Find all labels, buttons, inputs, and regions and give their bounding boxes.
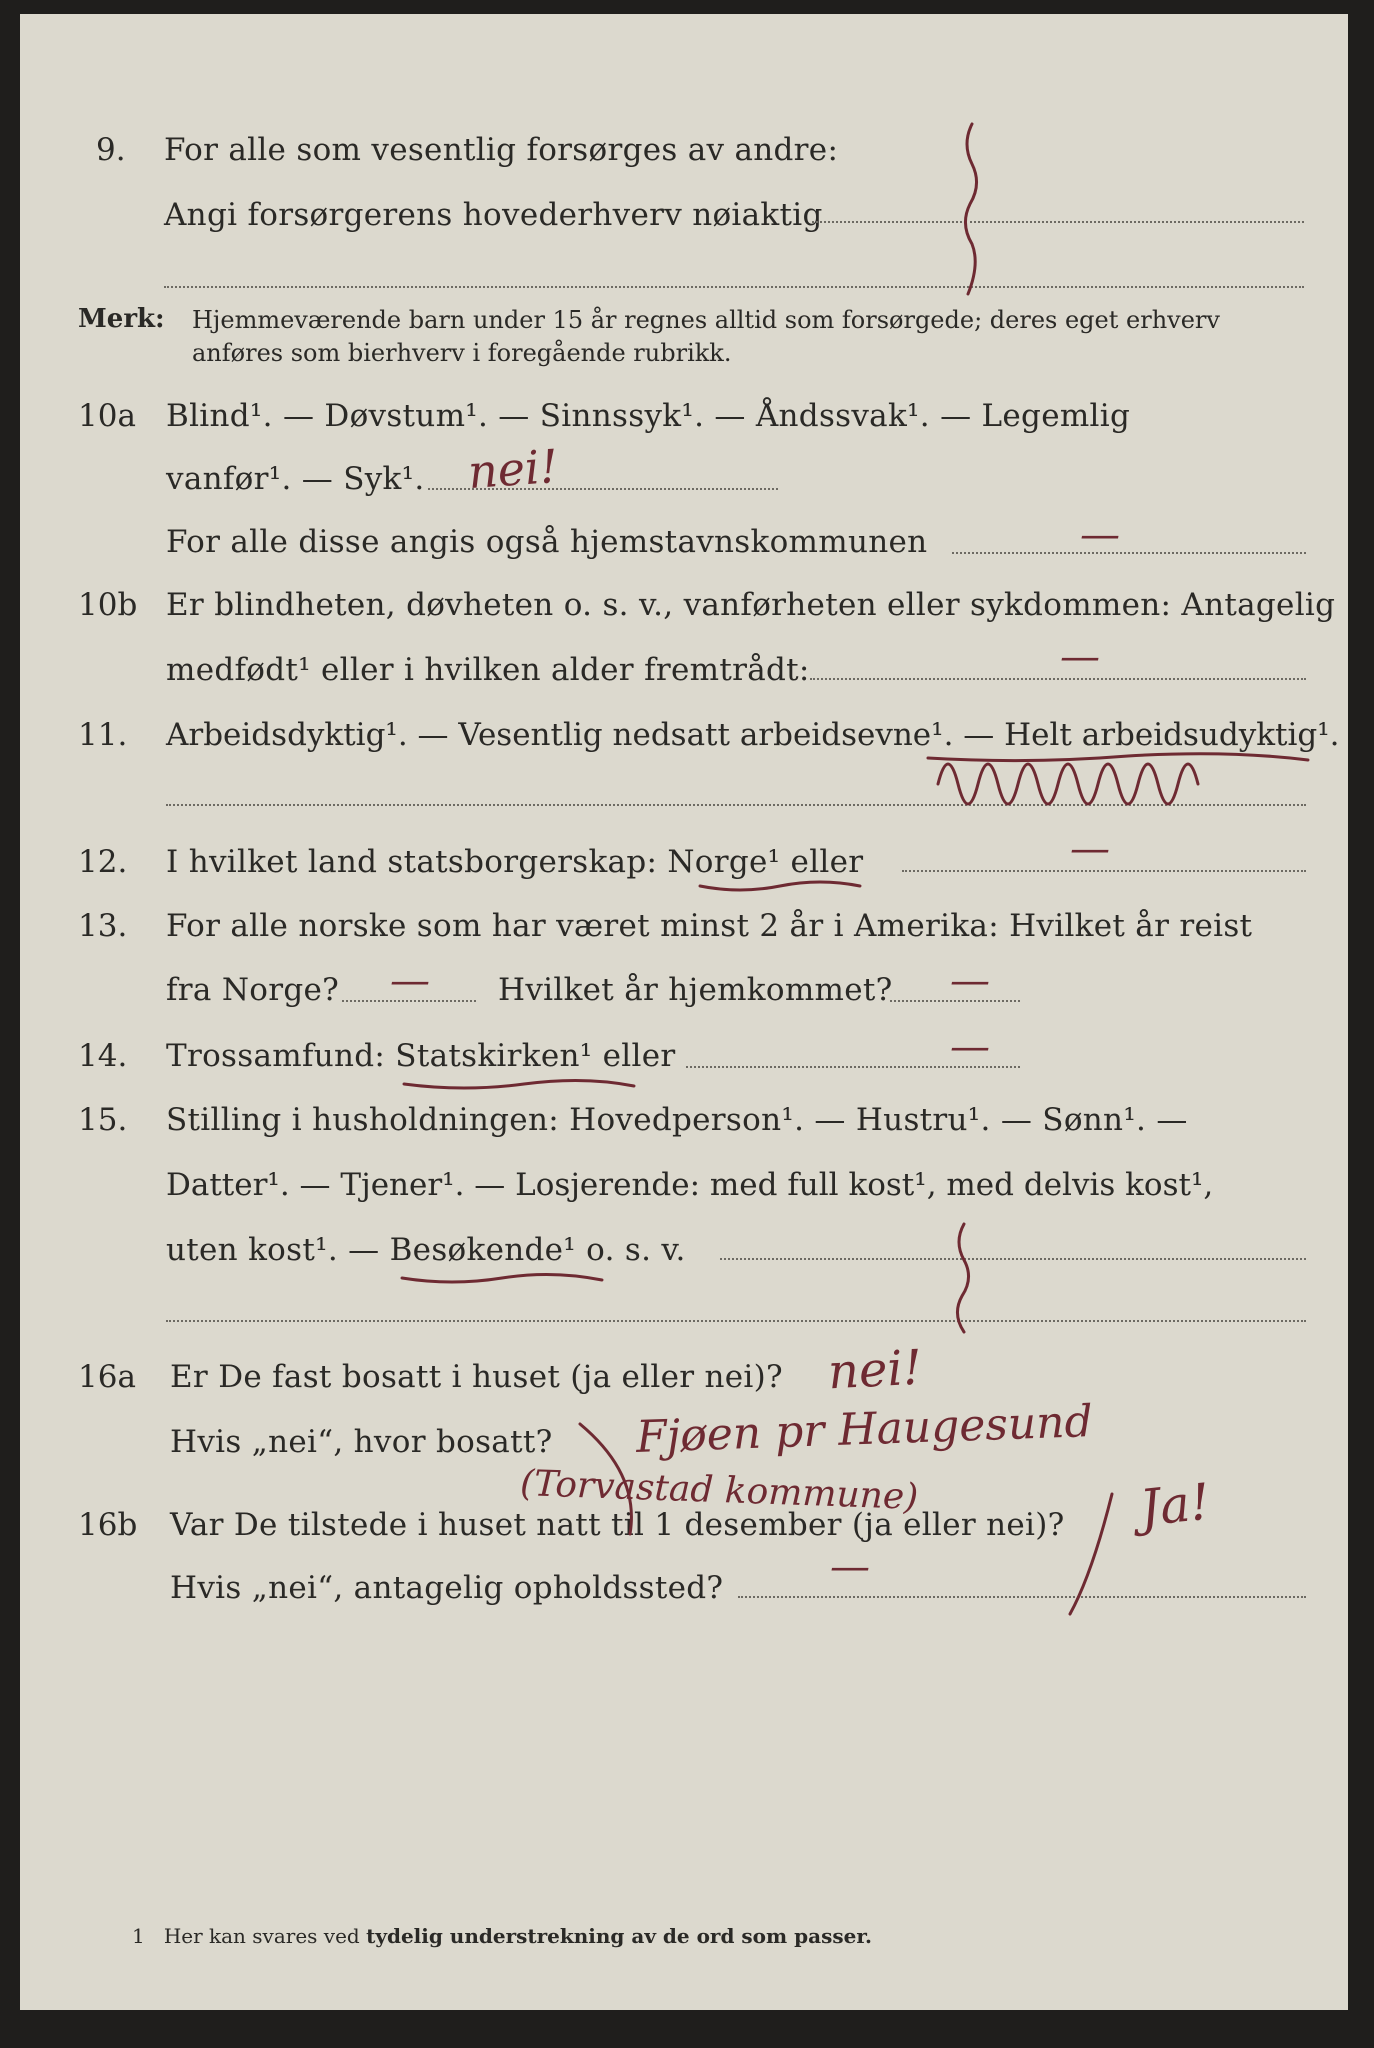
q10b-line1: Er blindheten, døvheten o. s. v., vanførheten eller sykdommen: Antagelig [166, 587, 1336, 623]
handwriting-16a-place: Fjøen pr Haugesund [635, 1396, 1094, 1463]
ink-strokes [20, 14, 1348, 2010]
merk-line2: anføres som bierhverv i foregående rubrikk. [192, 339, 732, 367]
q9-line1: For alle som vesentlig forsørges av andre: [164, 132, 839, 168]
long-stroke-16b [1070, 1494, 1112, 1614]
q16b-line1: Var De tilstede i huset natt til 1 desember (ja eller nei)? [170, 1507, 1065, 1543]
scribble-udyktig [938, 764, 1198, 804]
q16a-number: 16a [78, 1359, 136, 1395]
underline-besokende [402, 1274, 602, 1282]
handwriting-14-dash: — [950, 1024, 990, 1070]
q16a-line1: Er De fast bosatt i huset (ja eller nei)? [170, 1359, 783, 1395]
q10a-line1: Blind¹. — Døvstum¹. — Sinnssyk¹. — Åndssvak¹. — Legemlig [166, 398, 1131, 434]
footnote-text-b: tydelig understrekning av de ord som passer. [366, 1924, 872, 1948]
q14-line1: Trossamfund: Statskirken¹ eller [166, 1038, 676, 1074]
q15-line1: Stilling i husholdningen: Hovedperson¹. — Hustru¹. — Sønn¹. — [166, 1102, 1188, 1138]
q11-line1: Arbeidsdyktig¹. — Vesentlig nedsatt arbeidsevne¹. — Helt arbeidsudyktig¹. [166, 717, 1340, 753]
footnote-mark: 1 [132, 1924, 145, 1948]
q14-number: 14. [78, 1038, 128, 1074]
footnote-text-a: Her kan svares ved [163, 1924, 360, 1948]
q11-number: 11. [78, 717, 128, 753]
brace-q15 [957, 1224, 968, 1332]
q12-line1: I hvilket land statsborgerskap: Norge¹ eller [166, 844, 864, 880]
handwriting-13-hjem-dash: — [950, 958, 990, 1004]
census-form-page [20, 14, 1348, 2010]
handwriting-13-reist-dash: — [390, 958, 430, 1004]
q16b-line2: Hvis „nei“, antagelig opholdssted? [170, 1570, 724, 1606]
handwriting-12-dash: — [1070, 826, 1110, 872]
q13-number: 13. [78, 908, 128, 944]
q15-number: 15. [78, 1102, 128, 1138]
handwriting-10a-answer: nei! [466, 438, 560, 500]
q9-line2: Angi forsørgerens hovederhverv nøiaktig [164, 197, 823, 233]
handwriting-16a-kommune: (Torvastad kommune) [519, 1463, 919, 1518]
merk-line1: Hjemmeværende barn under 15 år regnes alltid som forsørgede; deres eget erhverv [192, 306, 1220, 334]
q10a-number: 10a [78, 398, 136, 434]
merk-label: Merk: [78, 304, 165, 334]
q10a-line3: For alle disse angis også hjemstavnskommunen [166, 524, 928, 560]
underline-norge [700, 882, 860, 890]
q13-line2b: Hvilket år hjemkommet? [498, 972, 893, 1008]
strike-udyktig [928, 754, 1308, 761]
handwriting-16b-answer: Ja! [1137, 1472, 1213, 1538]
line-16a-through [580, 1424, 631, 1534]
q15-line3: uten kost¹. — Besøkende¹ o. s. v. [166, 1232, 686, 1268]
q10b-line2: medfødt¹ eller i hvilken alder fremtrådt: [166, 652, 810, 688]
q13-line2a: fra Norge? [166, 972, 340, 1008]
q16b-number: 16b [78, 1507, 138, 1543]
brace-q9 [965, 124, 976, 294]
q9-number: 9. [96, 132, 126, 168]
handwriting-10b-dash: — [1060, 634, 1100, 680]
q12-number: 12. [78, 844, 128, 880]
q15-line2: Datter¹. — Tjener¹. — Losjerende: med full kost¹, med delvis kost¹, [166, 1167, 1214, 1203]
q16a-line2: Hvis „nei“, hvor bosatt? [170, 1424, 553, 1460]
handwriting-16b-dash: — [830, 1544, 870, 1590]
handwriting-16a-answer: nei! [826, 1339, 924, 1401]
handwriting-10a-dash: — [1080, 512, 1120, 558]
q13-line1: For alle norske som har været minst 2 år i Amerika: Hvilket år reist [166, 908, 1253, 944]
q10b-number: 10b [78, 587, 138, 623]
q10a-line2: vanfør¹. — Syk¹. [166, 461, 425, 497]
underline-statskirken [404, 1080, 634, 1088]
